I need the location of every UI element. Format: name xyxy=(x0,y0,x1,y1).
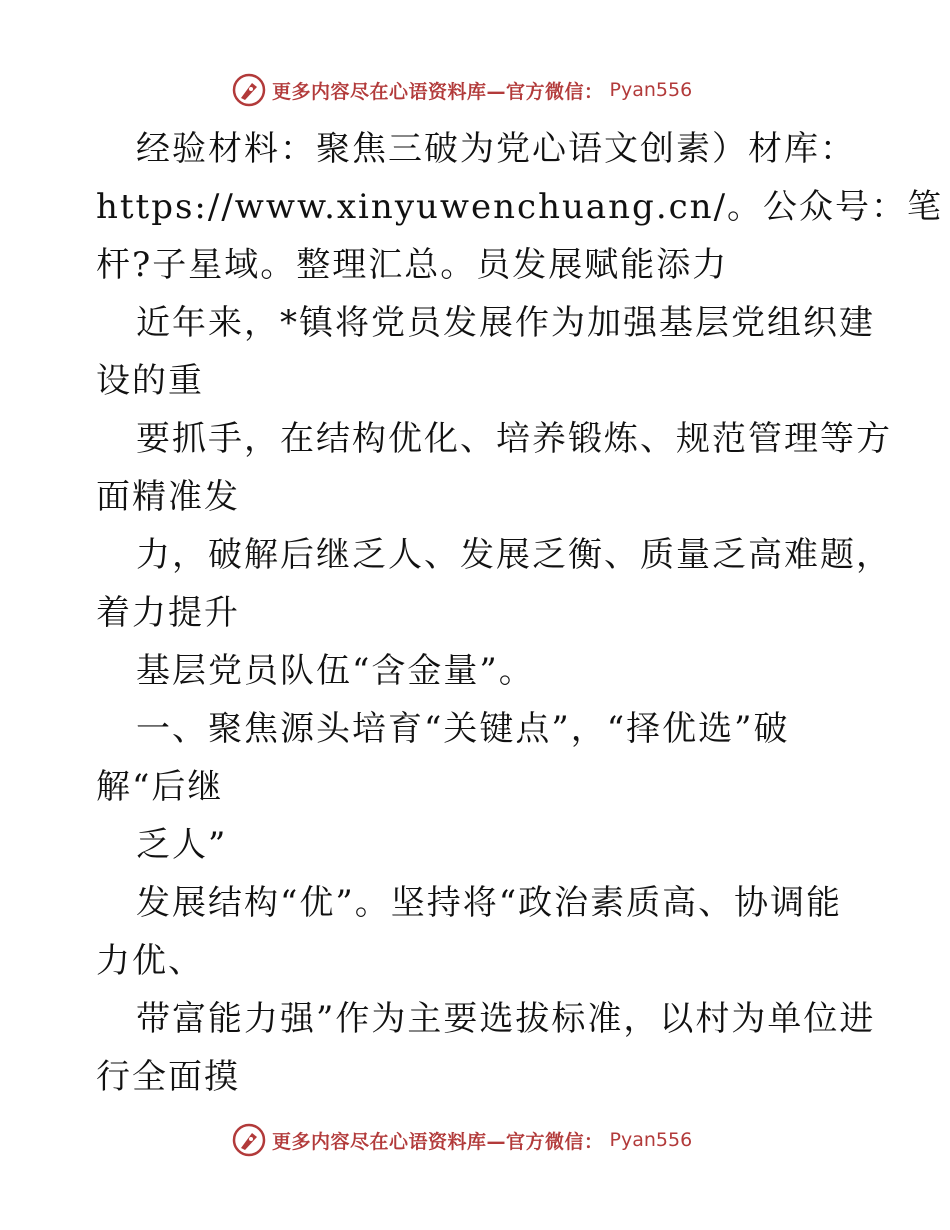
watermark-wechat-id: Pyan556 xyxy=(609,1129,693,1151)
paragraph-line: 面精准发 xyxy=(96,477,240,517)
watermark-text: 更多内容尽在心语资料库—官方微信： xyxy=(272,80,604,103)
watermark-text: 更多内容尽在心语资料库—官方微信： xyxy=(272,1130,604,1153)
pen-nib-logo-icon xyxy=(232,73,266,107)
paragraph-line: https://www.xinyuwenchuang.cn/。公众号：笔 xyxy=(96,187,944,227)
paragraph-line: 带富能力强”作为主要选拔标准，以村为单位进 xyxy=(136,999,876,1039)
paragraph-line: 基层党员队伍“含金量”。 xyxy=(136,651,535,691)
section-heading-line: 解“后继 xyxy=(96,767,224,807)
header-watermark xyxy=(232,70,692,110)
paragraph-line: 力优、 xyxy=(96,941,204,981)
paragraph-line: 发展结构“优”。坚持将“政治素质高、协调能 xyxy=(136,883,843,923)
paragraph-line: 设的重 xyxy=(96,361,204,401)
footer-watermark xyxy=(232,1120,692,1160)
paragraph-line: 着力提升 xyxy=(96,593,240,633)
paragraph-line: 要抓手，在结构优化、培养锻炼、规范管理等方 xyxy=(136,419,892,459)
document-body xyxy=(96,120,944,1106)
paragraph-line: 力，破解后继乏人、发展乏衡、质量乏高难题， xyxy=(136,535,892,575)
paragraph-line: 行全面摸 xyxy=(96,1057,240,1097)
pen-nib-logo-icon xyxy=(232,1123,266,1157)
section-heading-line: 乏人” xyxy=(136,825,228,865)
paragraph-line: 经验材料：聚焦三破为党心语文创素）材库： xyxy=(136,129,856,169)
paragraph-line: 近年来，*镇将党员发展作为加强基层党组织建 xyxy=(136,303,875,343)
paragraph-line: 杆?子星域。整理汇总。员发展赋能添力 xyxy=(96,245,729,285)
section-heading-line: 一、聚焦源头培育“关键点”，“择优选”破 xyxy=(136,709,790,749)
watermark-wechat-id: Pyan556 xyxy=(609,79,693,101)
